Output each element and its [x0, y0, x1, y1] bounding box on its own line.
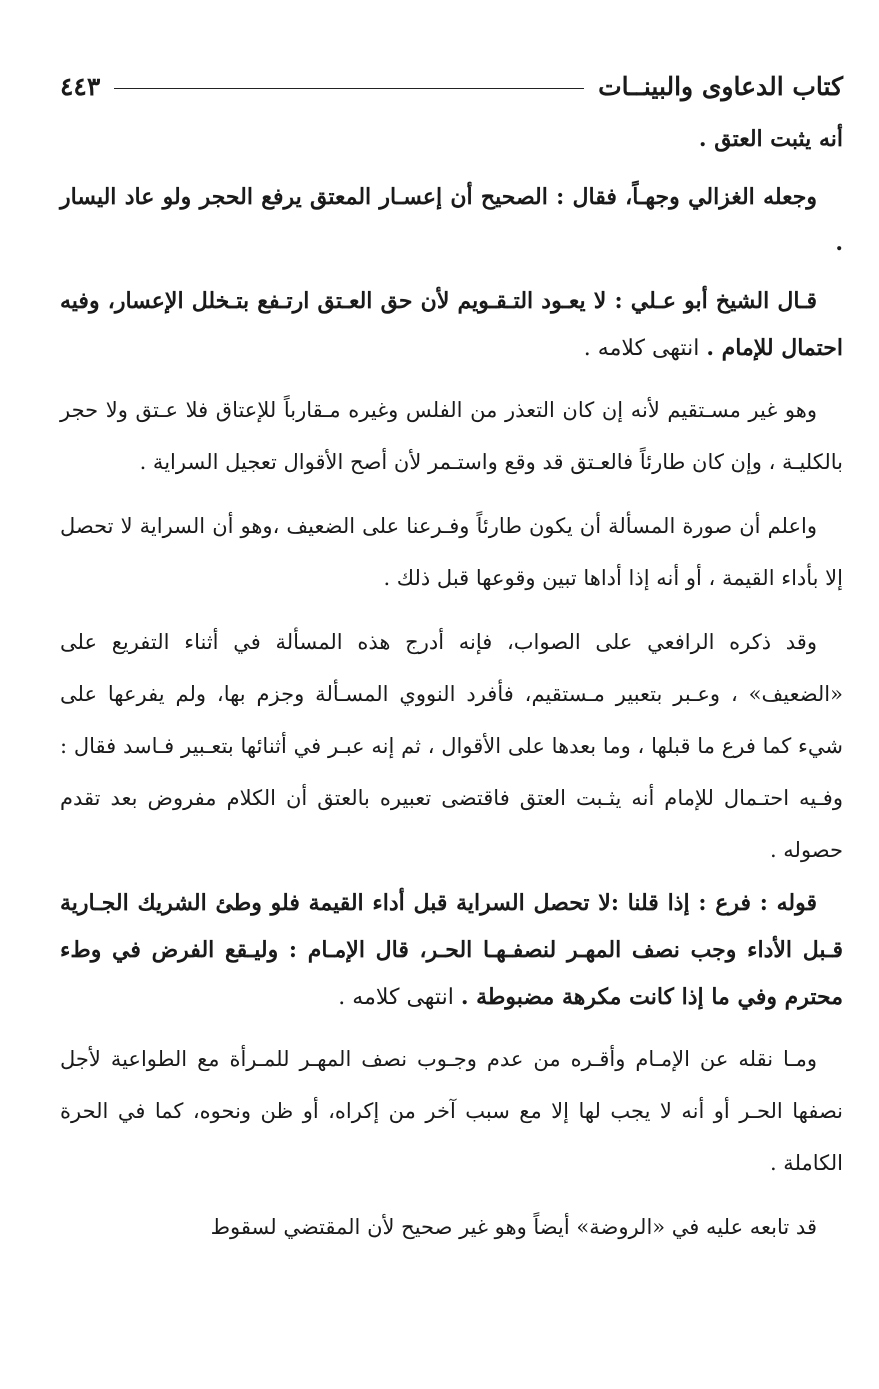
page-number: ٤٤٣: [60, 71, 101, 101]
paragraph-3-bold: قـال الشيخ أبو عـلي : لا يعـود التـقـويم لأن حق العـتق ارتـفع بتـخلل الإعسار، وفيه احتمال للإمام .: [60, 288, 843, 361]
paragraph-7-plain: انتهى كلامه .: [338, 985, 461, 1010]
paragraph-5: [60, 500, 843, 604]
paragraph-3-plain: انتهى كلامه .: [583, 336, 707, 361]
header-rule: [114, 88, 584, 89]
paragraph-9: [60, 1201, 843, 1253]
paragraph-5-plain: واعلم أن صورة المسألة أن يكون طارئاً وفـرعنا على الضعيف ،وهو أن السراية لا تحصل إلا بأداء القيمة ، أو أنه إذا أداها تبين وقوعها قبل ذلك .: [60, 514, 843, 590]
paragraph-7: [60, 880, 843, 1021]
paragraph-6-plain: وقد ذكره الرافعي على الصواب، فإنه أدرج هذه المسألة في أثناء التفريع على «الضعيف» ، وعـبر بتعبير مـستقيم، فأفرد النووي المسـألة وجزم بها، ولم يفرعها على شيء كما فرع ما قبلها ، وما بعدها على الأقوال ، ثم إنه عبـر في أثنائها بتعـبير فـاسد فقال : وفـيه احتـمال للإمام أنه يثـبت العتق فاقتضى تعبيره بالعتق أن الكلام مفروض بعد تقدم حصوله .: [60, 630, 843, 862]
paragraph-6: [60, 616, 843, 876]
paragraph-2: [60, 174, 843, 266]
book-title: كتاب الدعاوى والبينــات: [598, 71, 843, 101]
paragraph-3: [60, 278, 843, 372]
paragraph-1: [60, 116, 843, 162]
paragraph-2-bold: وجعله الغزالي وجهـاً، فقال : الصحيح أن إعسـار المعتق يرفع الحجر ولو عاد اليسار .: [60, 184, 843, 256]
document-page: [60, 58, 843, 1253]
paragraph-8: [60, 1033, 843, 1189]
paragraph-4-plain: وهو غير مسـتقيم لأنه إن كان التعذر من الفلس وغيره مـقارباً للإعتاق فلا عـتق ولا حجر بالكليـة ، وإن كان طارئاً فالعـتق قد وقع واستـمر لأن أصح الأقوال تعجيل السراية .: [60, 398, 843, 474]
paragraph-4: [60, 384, 843, 488]
paragraph-1-bold: أنه يثبت العتق .: [698, 126, 843, 152]
paragraph-8-plain: ومـا نقله عن الإمـام وأقـره من عدم وجـوب نصف المهـر للمـرأة مع الطواعية لأجل نصفها الحـر أو أنه لا يجب لها إلا مع سبب آخر من إكراه، أو ظن ونحوه، كما في الحرة الكاملة .: [60, 1047, 843, 1175]
paragraph-7-bold: قوله : فرع : إذا قلنا :لا تحصل السراية قبل أداء القيمة فلو وطئ الشريك الجـارية قـبل الأداء وجب نصف المهـر لنصفـهـا الحـر، قال الإمـام : وليـقع الفرض في وطء محترم وفي ما إذا كانت مكرهة مضبوطة .: [60, 890, 843, 1010]
paragraph-9-plain: قد تابعه عليه في «الروضة» أيضاً وهو غير صحيح لأن المقتضي لسقوط: [210, 1215, 817, 1239]
page-header: [60, 58, 843, 114]
